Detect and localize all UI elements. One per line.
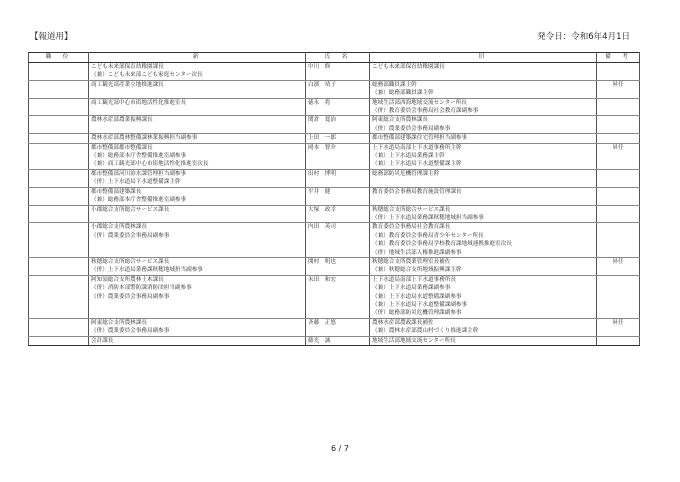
- cell-name: [306, 125, 370, 134]
- cell-rank: [29, 178, 89, 187]
- cell-old: [370, 71, 597, 80]
- cell-note: [597, 232, 640, 240]
- cell-new: [89, 301, 306, 309]
- cell-old: 秋穂総合支所総合サービス課長: [370, 205, 597, 214]
- cell-old: 都市整備部建築課住宅管理担当副参事: [370, 134, 597, 143]
- table-row: [29, 336, 640, 345]
- cell-new: （兼）商工観光部中心市街地活性化推進室次長: [89, 160, 306, 169]
- col-header-note: 備 考: [597, 53, 640, 63]
- cell-note: [597, 223, 640, 232]
- table-row: [29, 116, 640, 125]
- table-row: [29, 327, 640, 336]
- table-body: [29, 63, 640, 346]
- cell-name: 岡本 智介: [306, 143, 370, 152]
- cell-old: 地域生活部西海地域交流センター所長: [370, 98, 597, 107]
- cell-rank: [29, 205, 89, 214]
- table-row: [29, 196, 640, 205]
- cell-rank: [29, 80, 89, 89]
- cell-rank: [29, 89, 89, 98]
- cell-rank: [29, 125, 89, 134]
- cell-new: 小郡総合支所農林課長: [89, 223, 306, 232]
- cell-old: [370, 178, 597, 187]
- table-row: [29, 152, 640, 160]
- cell-rank: [29, 284, 89, 292]
- table-row: [29, 293, 640, 301]
- cell-note: [597, 240, 640, 248]
- cell-name: [306, 71, 370, 80]
- cell-note: 昇任: [597, 143, 640, 152]
- cell-new: [89, 240, 306, 248]
- table-row: [29, 98, 640, 107]
- press-tag: 【報道用】: [30, 32, 73, 42]
- cell-new: 阿知須総合支所農林土木課長: [89, 275, 306, 284]
- cell-old: 上下水道局南部上下水道事務所主幹: [370, 143, 597, 152]
- cell-name: 大塚 政幸: [306, 205, 370, 214]
- cell-name: 田村 博明: [306, 169, 370, 178]
- cell-rank: [29, 266, 89, 275]
- table-row: [29, 71, 640, 80]
- cell-note: [597, 309, 640, 318]
- cell-rank: [29, 232, 89, 240]
- table-row: [29, 232, 640, 240]
- cell-name: 上田 一郎: [306, 134, 370, 143]
- cell-new: [89, 107, 306, 116]
- cell-name: [306, 107, 370, 116]
- cell-rank: [29, 223, 89, 232]
- cell-rank: [29, 98, 89, 107]
- cell-name: 藤光 誠: [306, 336, 370, 345]
- table-row: [29, 240, 640, 248]
- cell-new: 商工観光部中心市街地活性化推進室長: [89, 98, 306, 107]
- cell-new: 都市整備部建築課長: [89, 187, 306, 196]
- cell-new: 農林水産部農業振興課長: [89, 116, 306, 125]
- cell-rank: [29, 63, 89, 72]
- cell-rank: [29, 134, 89, 143]
- cell-old: （兼）上下水道局下水道整備課副参事: [370, 301, 597, 309]
- cell-old: 教育委員会事務局社会教育課長: [370, 223, 597, 232]
- cell-new: （併）農業委員会事務局副参事: [89, 327, 306, 336]
- cell-name: 白濱 靖子: [306, 80, 370, 89]
- cell-name: [306, 240, 370, 248]
- col-header-old: 旧: [370, 53, 597, 63]
- cell-new: 会計課長: [89, 336, 306, 345]
- cell-note: [597, 293, 640, 301]
- cell-note: [597, 63, 640, 72]
- cell-old: 総務部職員課主幹: [370, 80, 597, 89]
- cell-new: 農林水産部農林整備課林業振興担当副参事: [89, 134, 306, 143]
- table-row: [29, 309, 640, 318]
- cell-note: [597, 98, 640, 107]
- table-row: [29, 134, 640, 143]
- cell-note: [597, 205, 640, 214]
- cell-old: （併）農業委員会事務局副参事: [370, 125, 597, 134]
- cell-new: （併）上下水道局下水道整備課主幹: [89, 178, 306, 187]
- cell-old: （兼）教育委員会事務局青少年センター所長: [370, 232, 597, 240]
- cell-new: 秋穂総合支所総合サービス課長: [89, 257, 306, 266]
- table-row: [29, 266, 640, 275]
- cell-name: [306, 232, 370, 240]
- cell-rank: [29, 143, 89, 152]
- cell-note: [597, 196, 640, 205]
- cell-name: [306, 309, 370, 318]
- cell-name: [306, 214, 370, 223]
- cell-name: [306, 196, 370, 205]
- cell-rank: [29, 336, 89, 345]
- cell-name: [306, 327, 370, 336]
- cell-old: （併）地域生活部人権推進課副参事: [370, 249, 597, 258]
- cell-rank: [29, 116, 89, 125]
- table-row: [29, 275, 640, 284]
- table-row: [29, 178, 640, 187]
- cell-new: （併）農業委員会事務局副参事: [89, 232, 306, 240]
- cell-rank: [29, 301, 89, 309]
- cell-rank: [29, 196, 89, 205]
- cell-rank: [29, 71, 89, 80]
- cell-new: （兼）こども未来部こども家庭センター次長: [89, 71, 306, 80]
- cell-note: [597, 266, 640, 275]
- table-row: [29, 301, 640, 309]
- cell-old: 総務部防災危機管理課主幹: [370, 169, 597, 178]
- cell-note: [597, 134, 640, 143]
- cell-old: （兼）上下水道局下水道整備課主幹: [370, 160, 597, 169]
- cell-note: [597, 125, 640, 134]
- cell-old: 農林水産部農政課長補佐: [370, 318, 597, 327]
- cell-name: [306, 284, 370, 292]
- cell-old: （兼）教育委員会事務局学校教育課地域連携推進室次長: [370, 240, 597, 248]
- table-row: [29, 223, 640, 232]
- cell-old: 阿東総合支所農林課長: [370, 116, 597, 125]
- cell-rank: [29, 214, 89, 223]
- cell-name: [306, 293, 370, 301]
- cell-old: こども未来部保育幼稚園課長: [370, 63, 597, 72]
- cell-name: [306, 152, 370, 160]
- table-row: [29, 284, 640, 292]
- col-header-rank: 職 位: [29, 53, 89, 63]
- cell-new: 小郡総合支所総合サービス課長: [89, 205, 306, 214]
- cell-name: 関倉 寛治: [306, 116, 370, 125]
- cell-old: （兼）総務部職員課主幹: [370, 89, 597, 98]
- cell-note: [597, 169, 640, 178]
- cell-rank: [29, 257, 89, 266]
- table-row: [29, 125, 640, 134]
- cell-note: [597, 160, 640, 169]
- cell-new: （兼）総務部本庁舎整備推進室副参事: [89, 152, 306, 160]
- cell-note: [597, 116, 640, 125]
- cell-rank: [29, 240, 89, 248]
- cell-name: 平井 健: [306, 187, 370, 196]
- table-row: [29, 107, 640, 116]
- cell-note: [597, 301, 640, 309]
- cell-name: [306, 266, 370, 275]
- cell-new: 阿東総合支所農林課長: [89, 318, 306, 327]
- cell-rank: [29, 152, 89, 160]
- cell-note: 昇任: [597, 318, 640, 327]
- cell-note: [597, 178, 640, 187]
- cell-old: （兼）農林水産部農山村づくり推進課主幹: [370, 327, 597, 336]
- cell-new: [89, 309, 306, 318]
- cell-note: [597, 249, 640, 258]
- table-row: [29, 169, 640, 178]
- cell-name: [306, 89, 370, 98]
- cell-note: [597, 275, 640, 284]
- col-header-name: 氏 名: [306, 53, 370, 63]
- personnel-table: [28, 52, 640, 346]
- cell-rank: [29, 160, 89, 169]
- col-header-new: 新: [89, 53, 306, 63]
- cell-new: [89, 89, 306, 98]
- cell-name: 斉藤 正悠: [306, 318, 370, 327]
- cell-new: 都市整備部都市整備課長: [89, 143, 306, 152]
- cell-new: （兼）総務部本庁舎整備推進室副参事: [89, 196, 306, 205]
- cell-name: [306, 178, 370, 187]
- issue-date: 発令日：令和6年4月1日: [537, 32, 630, 42]
- cell-note: [597, 107, 640, 116]
- cell-old: （併）教育委員会事務局社会教育課副参事: [370, 107, 597, 116]
- cell-old: （併）上下水道局業務課秋穂地域担当副参事: [370, 214, 597, 223]
- cell-name: [306, 301, 370, 309]
- cell-rank: [29, 107, 89, 116]
- cell-note: [597, 336, 640, 345]
- cell-new: 商工観光部産業立地推進課長: [89, 80, 306, 89]
- cell-note: [597, 71, 640, 80]
- cell-rank: [29, 309, 89, 318]
- cell-rank: [29, 169, 89, 178]
- cell-old: 秋穂総合支所農業管理室長補佐: [370, 257, 597, 266]
- cell-note: [597, 214, 640, 223]
- cell-note: 昇任: [597, 257, 640, 266]
- cell-new: （併）上下水道局業務課秋穂地域担当副参事: [89, 266, 306, 275]
- page-number: 6 / 7: [331, 444, 349, 453]
- cell-name: 中川 修: [306, 63, 370, 72]
- cell-new: （併）消防本部警防課消防団担当副参事: [89, 284, 306, 292]
- table-row: [29, 257, 640, 266]
- table-row: [29, 143, 640, 152]
- cell-new: [89, 249, 306, 258]
- cell-rank: [29, 275, 89, 284]
- cell-old: [370, 196, 597, 205]
- cell-rank: [29, 293, 89, 301]
- cell-rank: [29, 318, 89, 327]
- cell-new: （併）農業委員会事務局副参事: [89, 293, 306, 301]
- cell-new: 都市整備部河川治水課管理担当副参事: [89, 169, 306, 178]
- table-row: [29, 89, 640, 98]
- table-row: [29, 318, 640, 327]
- cell-old: 上下水道局南部上下水道事務所長: [370, 275, 597, 284]
- cell-old: 教育委員会事務局教育施設管理課長: [370, 187, 597, 196]
- cell-rank: [29, 249, 89, 258]
- cell-old: 地域生活部地域交流センター所長: [370, 336, 597, 345]
- table-row: [29, 160, 640, 169]
- cell-note: [597, 327, 640, 336]
- cell-note: [597, 152, 640, 160]
- cell-new: [89, 125, 306, 134]
- cell-old: （併）総務部防災危機管理課副参事: [370, 309, 597, 318]
- cell-old: （兼）上下水道局水道整備課副参事: [370, 293, 597, 301]
- cell-rank: [29, 327, 89, 336]
- cell-name: 徳永 将: [306, 98, 370, 107]
- cell-old: （兼）秋穂総合支所地域振興課主幹: [370, 266, 597, 275]
- cell-new: こども未来部保育幼稚園課長: [89, 63, 306, 72]
- table-row: [29, 80, 640, 89]
- cell-note: [597, 187, 640, 196]
- table-row: [29, 187, 640, 196]
- cell-new: [89, 214, 306, 223]
- cell-old: （兼）上下水道局業務課主幹: [370, 152, 597, 160]
- cell-old: （兼）上下水道局業務課副参事: [370, 284, 597, 292]
- cell-name: 開村 明也: [306, 257, 370, 266]
- cell-rank: [29, 187, 89, 196]
- cell-name: 末田 和宏: [306, 275, 370, 284]
- table-row: [29, 214, 640, 223]
- cell-note: [597, 89, 640, 98]
- table-row: [29, 249, 640, 258]
- cell-note: 昇任: [597, 80, 640, 89]
- table-row: [29, 63, 640, 72]
- cell-name: 内田 英司: [306, 223, 370, 232]
- table-row: [29, 205, 640, 214]
- cell-name: [306, 249, 370, 258]
- table-header-row: [29, 53, 640, 63]
- cell-name: [306, 160, 370, 169]
- cell-note: [597, 284, 640, 292]
